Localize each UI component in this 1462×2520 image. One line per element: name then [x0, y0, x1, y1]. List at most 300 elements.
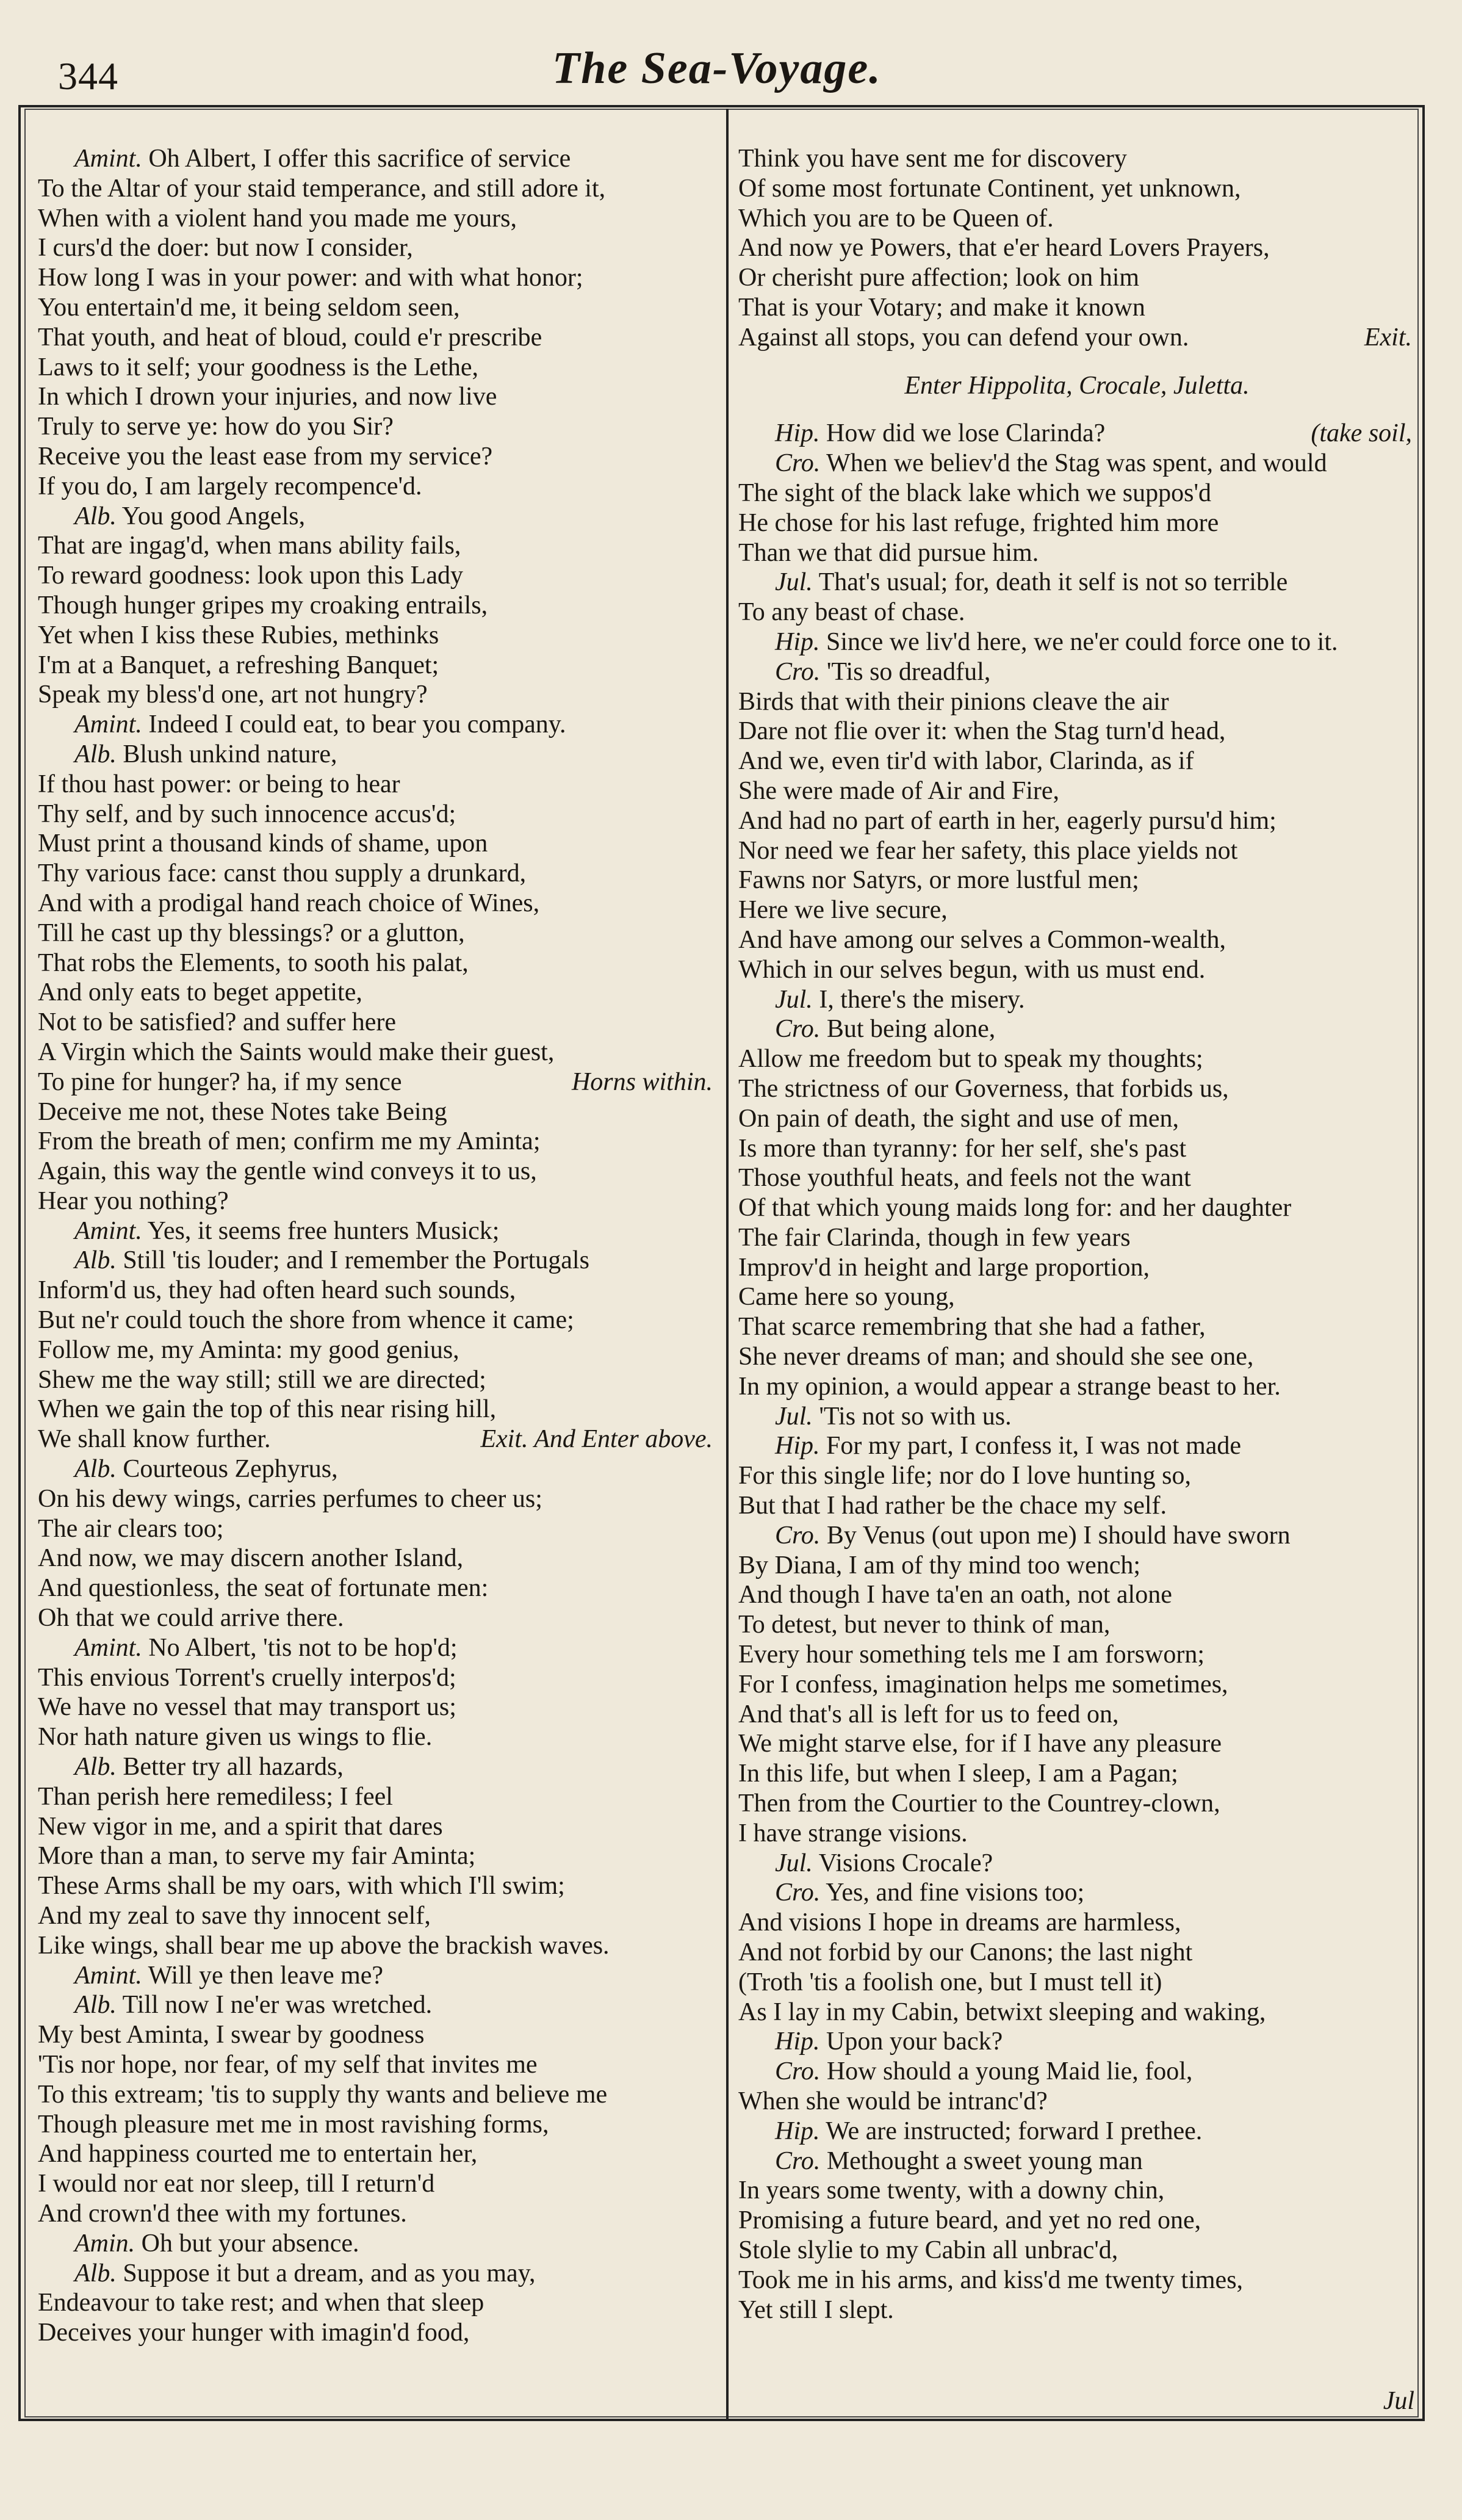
line-text: By Diana, I am of thy mind too wench; [738, 1551, 1141, 1580]
line-text: How long I was in your power: and with what honor; [38, 264, 583, 292]
verse-line [38, 502, 716, 532]
line-text: Took me in his arms, and kiss'd me twenty times, [738, 2265, 1244, 2294]
verse-line [38, 1365, 716, 1395]
verse-line [738, 1610, 1416, 1640]
line-text: Than we that did pursue him. [738, 538, 1039, 567]
verse-line [38, 1424, 716, 1454]
line-text: Till now I ne'er was wretched. [122, 1991, 433, 2020]
verse-line [738, 1312, 1416, 1342]
verse-line [738, 1342, 1416, 1372]
line-text: For I confess, imagination helps me sometimes, [738, 1670, 1228, 1699]
verse-line [738, 1104, 1416, 1134]
verse-line [738, 1580, 1416, 1610]
verse-line [738, 2027, 1416, 2057]
verse-line [38, 859, 716, 889]
line-text: By Venus (out upon me) I should have sworn [826, 1521, 1291, 1550]
verse-line [738, 687, 1416, 717]
verse-line [738, 449, 1416, 478]
line-text: The fair Clarinda, though in few years [738, 1223, 1131, 1252]
verse-line [38, 1186, 716, 1216]
verse-line [738, 627, 1416, 657]
line-text: But that I had rather be the chace my self. [738, 1492, 1167, 1520]
line-text: No Albert, 'tis not to be hop'd; [148, 1633, 458, 1662]
verse-line [738, 204, 1416, 234]
line-text: Improv'd in height and large proportion, [738, 1253, 1150, 1282]
verse-line [38, 1008, 716, 1038]
line-text: That's usual; for, death it self is not so terrible [818, 568, 1288, 597]
verse-line [738, 2146, 1416, 2176]
marginal-stage-direction: Horns within. [571, 1067, 713, 1096]
blank-space [738, 400, 1416, 419]
verse-line [38, 770, 716, 800]
verse-line [38, 1543, 716, 1573]
line-text: Oh but your absence. [141, 2229, 359, 2258]
line-text: Indeed I could eat, to bear you company. [148, 710, 566, 739]
verse-line [738, 538, 1416, 568]
speaker-name: Hip. [775, 1432, 820, 1460]
line-text: And now, we may discern another Island, [38, 1544, 464, 1573]
speaker-name: Cro. [775, 2146, 821, 2175]
speaker-name: Amint. [74, 145, 142, 173]
line-text: And had no part of earth in her, eagerly pursu'd him; [738, 806, 1277, 835]
line-text: The strictness of our Governess, that forbids us, [738, 1074, 1229, 1103]
line-text: More than a man, to serve my fair Aminta; [38, 1842, 476, 1871]
verse-line [738, 1014, 1416, 1044]
line-text: From the breath of men; confirm me my Aminta; [38, 1127, 541, 1156]
line-text: Deceive me not, these Notes take Being [38, 1097, 447, 1126]
speaker-name: Amint. [74, 710, 142, 739]
line-text: The air clears too; [38, 1514, 224, 1543]
verse-line [738, 1729, 1416, 1759]
verse-line [738, 1223, 1416, 1253]
verse-line [38, 561, 716, 591]
speaker-name: Hip. [775, 419, 820, 448]
verse-line [738, 925, 1416, 955]
line-text: In which I drown your injuries, and now live [38, 383, 497, 411]
verse-line [38, 1961, 716, 1991]
column-divider [726, 109, 729, 2419]
page-number: 344 [58, 54, 118, 98]
verse-line [38, 740, 716, 770]
line-text: (Troth 'tis a foolish one, but I must tell it) [738, 1968, 1162, 1996]
verse-line [38, 1484, 716, 1514]
blank-space [738, 353, 1416, 371]
verse-line [738, 1700, 1416, 1730]
line-text: Which in our selves begun, with us must end. [738, 955, 1206, 984]
speaker-name: Cro. [775, 1879, 821, 1907]
verse-line [38, 1663, 716, 1693]
verse-line [738, 2117, 1416, 2146]
line-text: As I lay in my Cabin, betwixt sleeping and waking, [738, 1998, 1266, 2026]
line-text: Nor need we fear her safety, this place yields not [738, 836, 1238, 865]
verse-line [38, 1157, 716, 1186]
line-text: To the Altar of your staid temperance, and still adore it, [38, 174, 606, 203]
line-text: And that's all is left for us to feed on, [738, 1700, 1119, 1728]
verse-line [738, 144, 1416, 174]
verse-line [38, 1127, 716, 1157]
line-text: 'Tis nor hope, nor fear, of my self that invites me [38, 2051, 538, 2079]
left-column [38, 144, 716, 2348]
speaker-name: Alb. [74, 740, 117, 768]
verse-line [38, 919, 716, 948]
verse-line [738, 1819, 1416, 1849]
right-column [738, 144, 1416, 2325]
verse-line [738, 1968, 1416, 1998]
speaker-name: Alb. [74, 502, 117, 530]
line-text: Fawns nor Satyrs, or more lustful men; [738, 866, 1139, 895]
line-text: In my opinion, a would appear a strange beast to her. [738, 1372, 1281, 1401]
verse-line [738, 1670, 1416, 1700]
verse-line [738, 717, 1416, 746]
verse-line [738, 2057, 1416, 2087]
verse-line [38, 531, 716, 561]
line-text: But being alone, [826, 1015, 996, 1044]
line-text: In this life, but when I sleep, I am a Pagan; [738, 1760, 1178, 1788]
verse-line [738, 323, 1416, 353]
line-text: Allow me freedom but to speak my thoughts; [738, 1045, 1203, 1074]
speaker-name: Alb. [74, 2259, 117, 2287]
verse-line [38, 1573, 716, 1603]
line-text: You entertain'd me, it being seldom seen, [38, 293, 460, 322]
verse-line [738, 1759, 1416, 1789]
line-text: Courteous Zephyrus, [123, 1455, 338, 1484]
speaker-name: Cro. [775, 449, 821, 478]
line-text: Than perish here remediless; I feel [38, 1782, 393, 1811]
line-text: That scarce remembring that she had a father, [738, 1313, 1206, 1341]
verse-line [38, 1990, 716, 2020]
line-text: We have no vessel that may transport us; [38, 1693, 456, 1722]
speaker-name: Amin. [74, 2229, 135, 2258]
line-text: Suppose it but a dream, and as you may, [123, 2259, 536, 2287]
verse-line [738, 1789, 1416, 1819]
line-text: She never dreams of man; and should she see one, [738, 1343, 1254, 1371]
verse-line [38, 1812, 716, 1842]
verse-line [738, 598, 1416, 627]
stage-direction: Enter Hippolita, Crocale, Juletta. [904, 371, 1250, 400]
line-text: Receive you the least ease from my service? [38, 442, 493, 471]
verse-line [738, 293, 1416, 323]
line-text: Blush unkind nature, [123, 740, 337, 768]
line-text: And with a prodigal hand reach choice of Wines, [38, 889, 540, 917]
verse-line [38, 204, 716, 234]
speaker-name: Alb. [74, 1246, 117, 1275]
line-text: Came here so young, [738, 1283, 955, 1312]
verse-line [38, 1752, 716, 1782]
verse-line [38, 323, 716, 353]
line-text: Deceives your hunger with imagin'd food, [38, 2319, 470, 2347]
verse-line [738, 985, 1416, 1015]
speaker-name: Alb. [74, 1753, 117, 1782]
speaker-name: Hip. [775, 627, 820, 656]
verse-line [738, 895, 1416, 925]
line-text: And happiness courted me to entertain her, [38, 2140, 478, 2168]
speaker-name: Jul. [775, 568, 813, 597]
line-text: Visions Crocale? [818, 1849, 993, 1877]
line-text: 'Tis so dreadful, [826, 657, 991, 686]
line-text: These Arms shall be my oars, with which I'll swim; [38, 1872, 565, 1901]
verse-line [738, 1372, 1416, 1402]
verse-line [738, 2265, 1416, 2295]
line-text: I'm at a Banquet, a refreshing Banquet; [38, 651, 439, 679]
marginal-stage-direction: Exit. And Enter above. [480, 1425, 713, 1454]
verse-line [38, 2318, 716, 2348]
line-text: Like wings, shall bear me up above the brackish waves. [38, 1931, 610, 1960]
line-text: To this extream; 'tis to supply thy wants and believe me [38, 2080, 608, 2109]
line-text: And crown'd thee with my fortunes. [38, 2199, 407, 2228]
line-text: I would nor eat nor sleep, till I return'd [38, 2170, 435, 2198]
line-text: Yet still I slept. [738, 2295, 894, 2324]
marginal-stage-direction: (take soil, [1311, 419, 1412, 448]
line-text: Better try all hazards, [123, 1753, 344, 1782]
verse-line [738, 1849, 1416, 1879]
line-text: The sight of the black lake which we suppos'd [738, 478, 1212, 507]
verse-line [38, 1692, 716, 1722]
verse-line [38, 472, 716, 502]
verse-line [38, 651, 716, 681]
verse-line [738, 1402, 1416, 1432]
speaker-name: Hip. [775, 2027, 820, 2056]
verse-line [38, 174, 716, 204]
line-text: To pine for hunger? ha, if my sence [38, 1067, 402, 1096]
line-text: A Virgin which the Saints would make their guest, [38, 1038, 555, 1066]
verse-line [738, 1521, 1416, 1551]
verse-line [38, 144, 716, 174]
verse-line [38, 889, 716, 919]
line-text: If thou hast power: or being to hear [38, 770, 400, 798]
line-text: Again, this way the gentle wind conveys it to us, [38, 1157, 537, 1186]
verse-line [738, 1044, 1416, 1074]
line-text: Since we liv'd here, we ne'er could force one to it. [826, 627, 1338, 656]
line-text: Yes, it seems free hunters Musick; [147, 1216, 500, 1245]
verse-line [738, 1134, 1416, 1164]
verse-line [738, 836, 1416, 866]
line-text: He chose for his last refuge, frighted him more [738, 508, 1219, 537]
verse-line [738, 776, 1416, 806]
line-text: Still 'tis louder; and I remember the Portugals [123, 1246, 589, 1275]
line-text: Dare not flie over it: when the Stag turn'd head, [738, 717, 1226, 746]
verse-line [738, 746, 1416, 776]
verse-line [738, 1074, 1416, 1104]
line-text: To detest, but never to think of man, [738, 1611, 1111, 1639]
verse-line [738, 1551, 1416, 1581]
line-text: To reward goodness: look upon this Lady [38, 561, 463, 590]
line-text: Against all stops, you can defend your own. [738, 323, 1189, 352]
line-text: Follow me, my Aminta: my good genius, [38, 1335, 459, 1364]
speaker-name: Cro. [775, 1015, 821, 1044]
line-text: Which you are to be Queen of. [738, 204, 1054, 233]
verse-line [38, 1901, 716, 1931]
verse-line [38, 1931, 716, 1961]
line-text: Thy self, and by such innocence accus'd; [38, 800, 456, 828]
verse-line [738, 419, 1416, 449]
line-text: Hear you nothing? [38, 1186, 229, 1215]
line-text: Then from the Courtier to the Countrey-clown, [738, 1789, 1220, 1818]
line-text: When with a violent hand you made me yours, [38, 204, 517, 233]
line-text: I, there's the misery. [819, 985, 1025, 1014]
line-text: Will ye then leave me? [148, 1961, 384, 1990]
verse-line [738, 806, 1416, 836]
verse-line [38, 1305, 716, 1335]
line-text: Methought a sweet young man [826, 2146, 1143, 2175]
catchword: Jul [1383, 2387, 1414, 2415]
line-text: And though I have ta'en an oath, not alone [738, 1581, 1172, 1609]
verse-line [738, 1998, 1416, 2027]
line-text: My best Aminta, I swear by goodness [38, 2021, 425, 2049]
line-text: Endeavour to take rest; and when that sleep [38, 2289, 484, 2317]
verse-line [38, 1514, 716, 1544]
line-text: Not to be satisfied? and suffer here [38, 1008, 397, 1037]
line-text: How should a young Maid lie, fool, [826, 2057, 1193, 2086]
line-text: We are instructed; forward I prethee. [826, 2117, 1203, 2145]
line-text: On his dewy wings, carries perfumes to cheer us; [38, 1484, 542, 1513]
speaker-name: Alb. [74, 1455, 117, 1484]
line-text: Speak my bless'd one, art not hungry? [38, 681, 428, 709]
line-text: Nor hath nature given us wings to flie. [38, 1723, 433, 1752]
speaker-name: Amint. [74, 1961, 142, 1990]
verse-line [38, 1246, 716, 1276]
line-text: How did we lose Clarinda? [826, 419, 1106, 448]
verse-line [38, 2288, 716, 2318]
verse-line [38, 1276, 716, 1305]
line-text: That are ingag'd, when mans ability fails, [38, 532, 461, 560]
speaker-name: Cro. [775, 1521, 821, 1550]
page-header [0, 0, 1462, 104]
verse-line [38, 1603, 716, 1633]
verse-line [738, 1938, 1416, 1968]
verse-line [38, 1454, 716, 1484]
line-text: And only eats to beget appetite, [38, 978, 362, 1007]
line-text: Oh Albert, I offer this sacrifice of service [148, 145, 571, 173]
line-text: Yes, and fine visions too; [826, 1879, 1085, 1907]
verse-line [38, 1841, 716, 1871]
line-text: Though hunger gripes my croaking entrails, [38, 591, 488, 619]
line-text: And visions I hope in dreams are harmless, [738, 1908, 1181, 1937]
line-text: Thy various face: canst thou supply a drunkard, [38, 859, 527, 888]
line-text: That robs the Elements, to sooth his palat, [38, 948, 469, 977]
verse-line [738, 568, 1416, 598]
verse-line [38, 2229, 716, 2259]
verse-line [38, 442, 716, 472]
verse-line [738, 1253, 1416, 1283]
line-text: Stole slylie to my Cabin all unbrac'd, [738, 2236, 1118, 2264]
verse-line [38, 2139, 716, 2169]
speaker-name: Amint. [74, 1633, 142, 1662]
verse-line [738, 2236, 1416, 2265]
line-text: For this single life; nor do I love hunting so, [738, 1462, 1191, 1490]
line-text: We might starve else, for if I have any pleasure [738, 1730, 1222, 1758]
verse-line [738, 2087, 1416, 2117]
line-text: This envious Torrent's cruelly interpos'd; [38, 1663, 456, 1692]
speaker-name: Jul. [775, 1849, 813, 1877]
line-text: Think you have sent me for discovery [738, 145, 1127, 173]
verse-line [38, 1871, 716, 1901]
verse-line [738, 508, 1416, 538]
verse-line [38, 1097, 716, 1127]
line-text: I curs'd the doer: but now I consider, [38, 234, 413, 262]
verse-line [738, 1491, 1416, 1521]
verse-line [738, 657, 1416, 687]
line-text: And not forbid by our Canons; the last night [738, 1938, 1193, 1967]
line-text: Though pleasure met me in most ravishing forms, [38, 2110, 549, 2139]
line-text: Oh that we could arrive there. [38, 1604, 344, 1633]
line-text: I have strange visions. [738, 1819, 968, 1847]
line-text: Or cherisht pure affection; look on him [738, 264, 1140, 292]
line-text: And questionless, the seat of fortunate men: [38, 1574, 489, 1603]
verse-line [38, 293, 716, 323]
speaker-name: Jul. [775, 985, 813, 1014]
verse-line [738, 2206, 1416, 2236]
verse-line [38, 382, 716, 412]
speaker-name: Amint. [74, 1216, 142, 1245]
verse-line [738, 1193, 1416, 1223]
line-text: Inform'd us, they had often heard such sounds, [38, 1276, 516, 1305]
verse-line [738, 1878, 1416, 1908]
line-text: She were made of Air and Fire, [738, 776, 1060, 805]
verse-line [738, 233, 1416, 263]
line-text: Here we live secure, [738, 896, 948, 925]
verse-line [738, 1163, 1416, 1193]
verse-line [38, 1633, 716, 1663]
verse-line [38, 1067, 716, 1097]
verse-line [738, 1461, 1416, 1491]
verse-line [38, 591, 716, 621]
verse-line [38, 948, 716, 978]
verse-line [38, 233, 716, 263]
line-text: When we believ'd the Stag was spent, and would [826, 449, 1327, 478]
line-text: Upon your back? [826, 2027, 1003, 2056]
line-text: And now ye Powers, that e'er heard Lovers Prayers, [738, 234, 1270, 262]
verse-line [738, 2176, 1416, 2206]
verse-line [38, 710, 716, 740]
line-text: New vigor in me, and a spirit that dares [38, 1812, 443, 1841]
speaker-name: Cro. [775, 657, 821, 686]
verse-line [738, 955, 1416, 985]
speaker-name: Jul. [775, 1402, 813, 1431]
line-text: Birds that with their pinions cleave the air [738, 687, 1169, 716]
line-text: Is more than tyranny: for her self, she's past [738, 1134, 1187, 1163]
line-text: Laws to it self; your goodness is the Lethe, [38, 353, 479, 381]
line-text: And my zeal to save thy innocent self, [38, 1902, 431, 1930]
verse-line [738, 1282, 1416, 1312]
speaker-name: Hip. [775, 2117, 820, 2145]
verse-line [38, 353, 716, 383]
line-text: We shall know further. [38, 1425, 271, 1454]
verse-line [38, 1782, 716, 1812]
line-text: On pain of death, the sight and use of men, [738, 1104, 1179, 1133]
verse-line [38, 978, 716, 1008]
verse-line [738, 263, 1416, 293]
line-text: When she would be intranc'd? [738, 2087, 1048, 2115]
verse-line [38, 800, 716, 829]
verse-line [38, 263, 716, 293]
verse-line [38, 1216, 716, 1246]
verse-line [38, 621, 716, 651]
verse-line [738, 478, 1416, 508]
verse-line [38, 2199, 716, 2229]
line-text: If you do, I am largely recompence'd. [38, 472, 422, 500]
line-text: 'Tis not so with us. [819, 1402, 1012, 1431]
line-text: And we, even tir'd with labor, Clarinda, as if [738, 747, 1194, 776]
line-text: To any beast of chase. [738, 598, 965, 627]
line-text: When we gain the top of this near rising hill, [38, 1395, 497, 1424]
verse-line [738, 1908, 1416, 1938]
line-text: Yet when I kiss these Rubies, methinks [38, 621, 439, 649]
verse-line [38, 2050, 716, 2080]
line-text: Till he cast up thy blessings? or a glutton, [38, 919, 465, 947]
line-text: And have among our selves a Common-wealth, [738, 925, 1226, 954]
line-text: Must print a thousand kinds of shame, upon [38, 829, 488, 858]
line-text: Of some most fortunate Continent, yet unknown, [738, 174, 1241, 203]
